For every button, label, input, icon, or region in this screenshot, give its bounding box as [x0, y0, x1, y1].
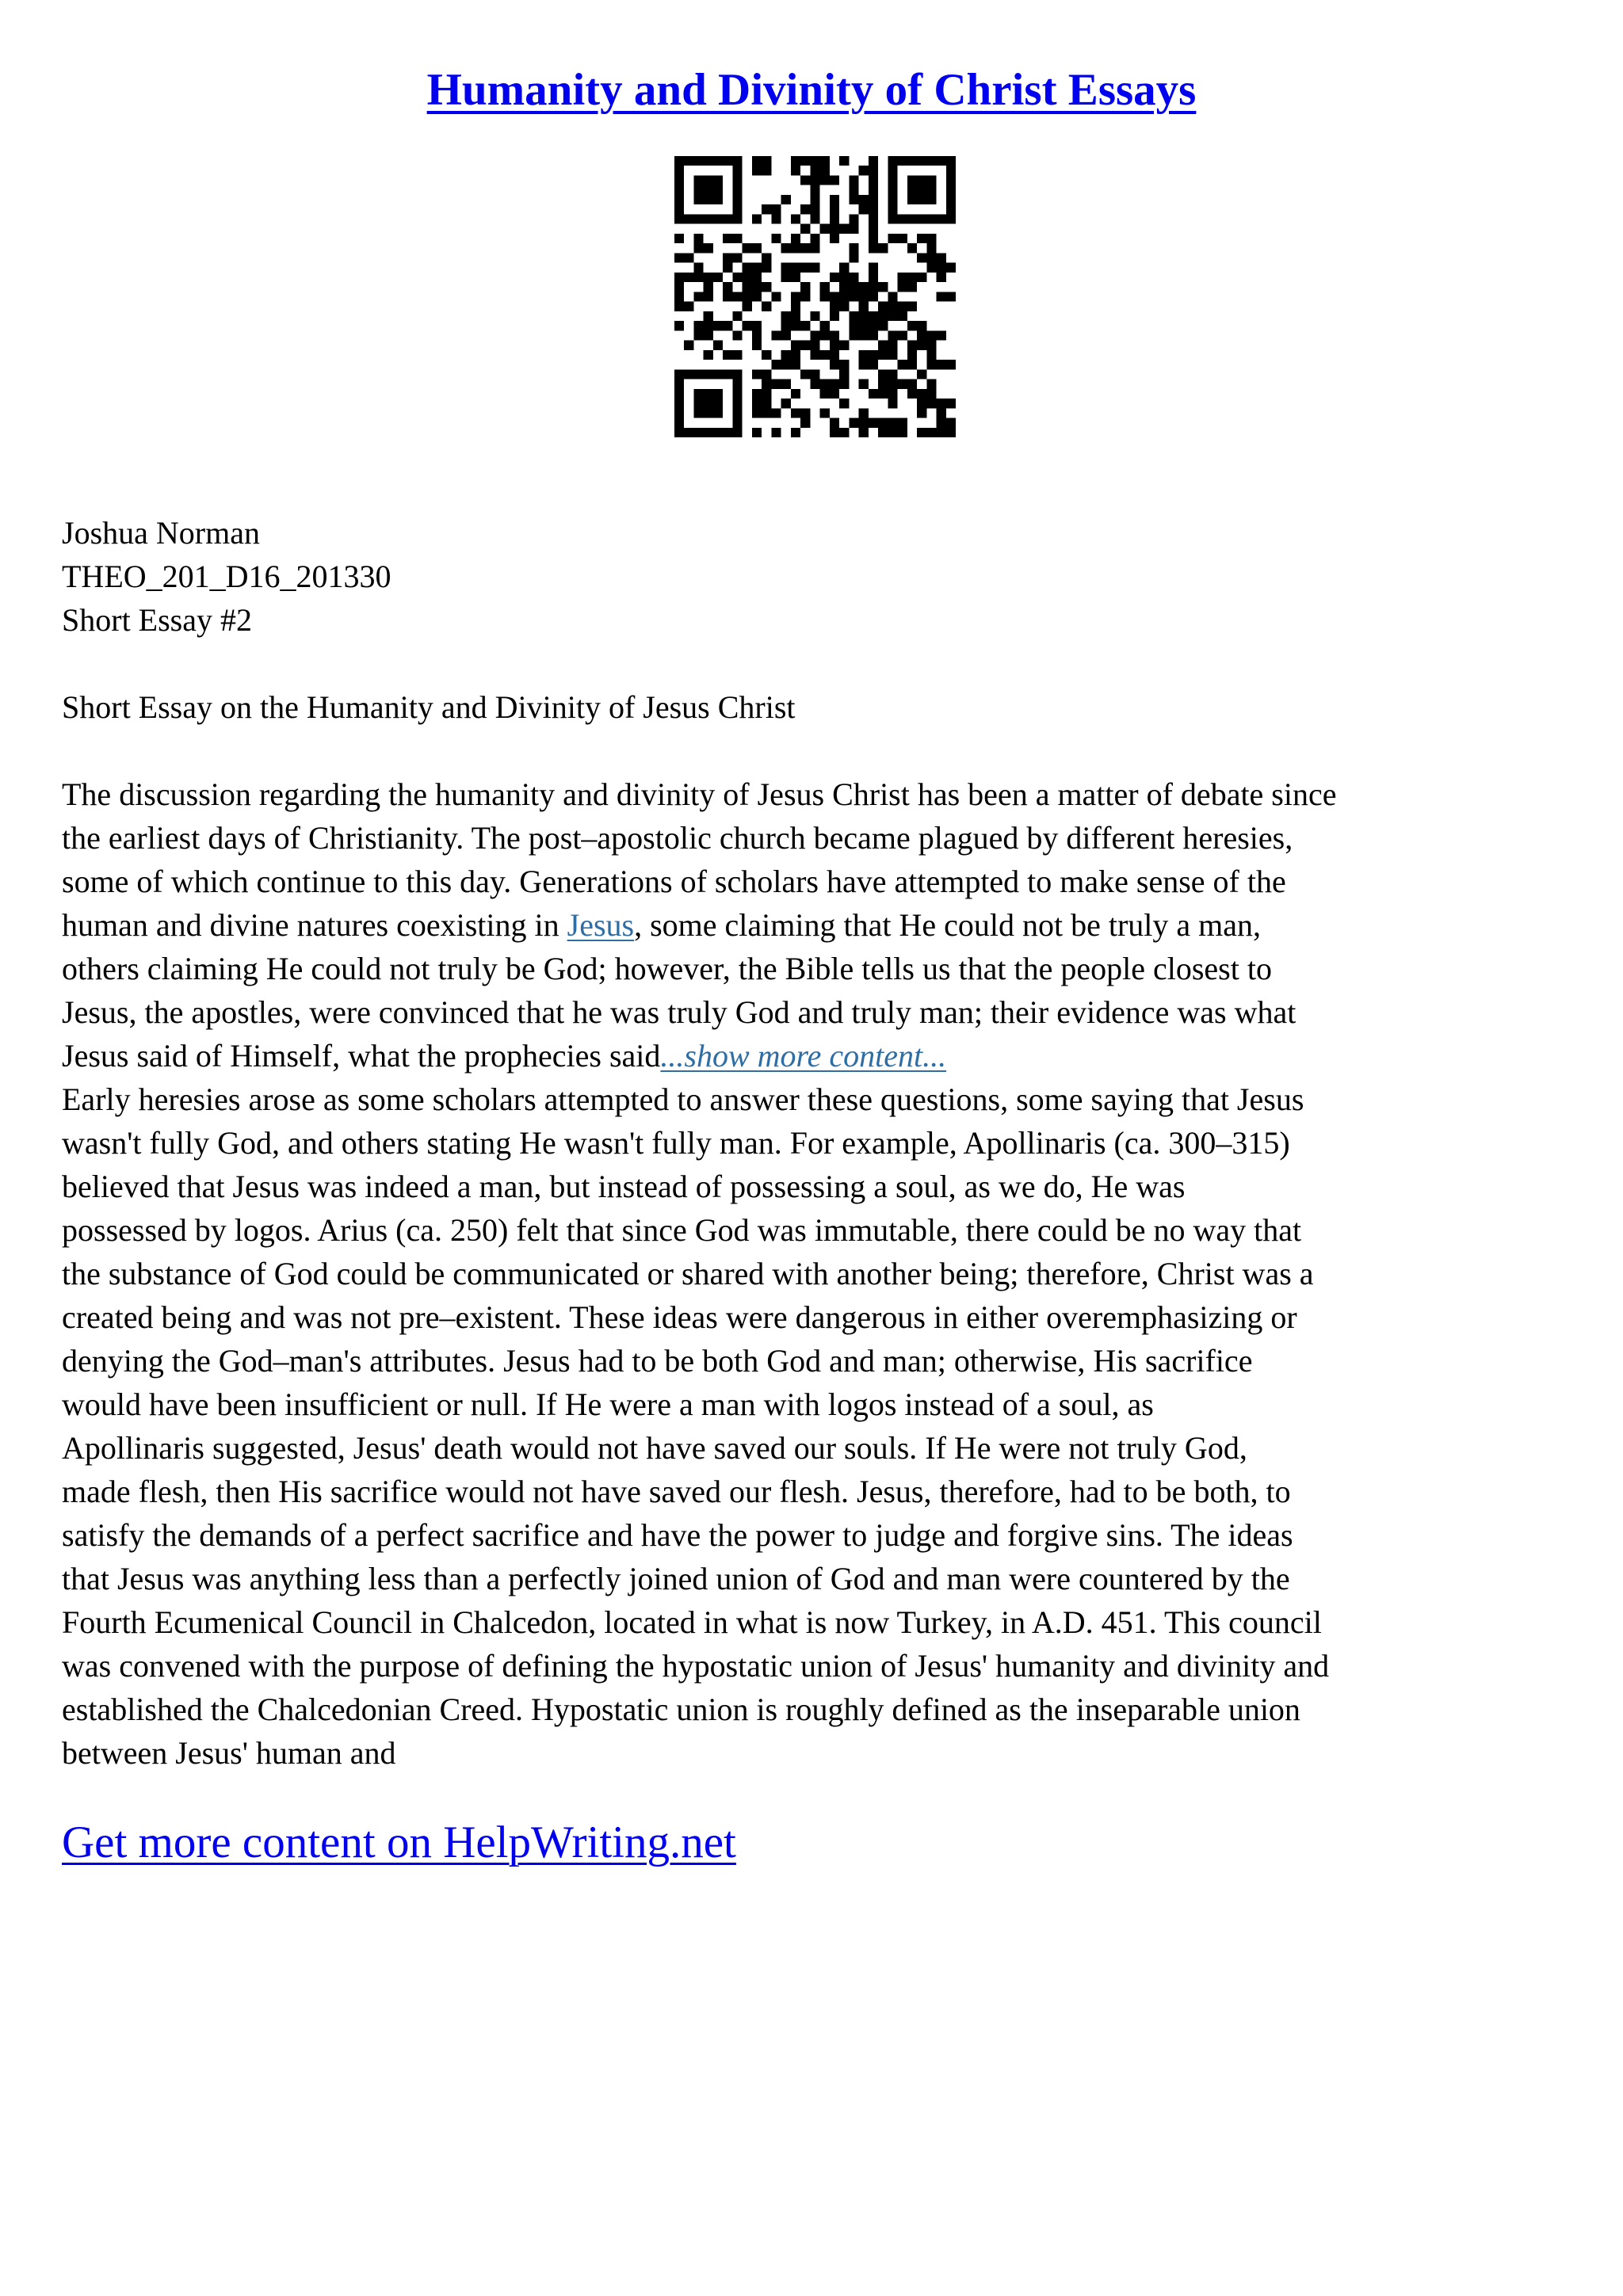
paragraph-line: Jesus, the apostles, were convinced that he was truly God and truly man; their evidence was what	[62, 994, 1296, 1030]
jesus-link[interactable]: Jesus	[567, 907, 635, 943]
paragraph-line	[62, 1034, 1568, 1077]
author-header	[62, 511, 1568, 642]
paragraph-line: Early heresies arose as some scholars attempted to answer these questions, some saying that Jesus	[62, 1081, 1304, 1117]
get-more-content-link[interactable]: Get more content on HelpWriting.net	[62, 1817, 736, 1867]
paragraph-line: the substance of God could be communicated or shared with another being; therefore, Christ was a	[62, 1256, 1314, 1291]
qr-code-icon	[674, 156, 956, 437]
paragraph-line: believed that Jesus was indeed a man, but instead of possessing a soul, as we do, He was	[62, 1169, 1186, 1204]
paragraph-line: wasn't fully God, and others stating He wasn't fully man. For example, Apollinaris (ca. 300–315)	[62, 1125, 1290, 1161]
paragraph-text: Jesus said of Himself, what the prophecies said	[62, 1038, 661, 1074]
subtitle-text: Short Essay on the Humanity and Divinity of Jesus Christ	[62, 689, 796, 725]
paragraph-line: between Jesus' human and	[62, 1735, 396, 1771]
paragraph-line: denying the God–man's attributes. Jesus had to be both God and man; otherwise, His sacrifice	[62, 1343, 1253, 1379]
essay-number: Short Essay #2	[62, 602, 252, 638]
paragraph-line: Apollinaris suggested, Jesus' death would not have saved our souls. If He were not truly God,	[62, 1430, 1247, 1466]
paragraph-text: human and divine natures coexisting in	[62, 907, 567, 943]
paragraph-line: The discussion regarding the humanity and divinity of Jesus Christ has been a matter of debate since	[62, 776, 1337, 812]
paragraph-line: satisfy the demands of a perfect sacrifice and have the power to judge and forgive sins. The ideas	[62, 1517, 1293, 1553]
paragraph-line: would have been insufficient or null. If He were a man with logos instead of a soul, as	[62, 1386, 1154, 1422]
paragraph-line: the earliest days of Christianity. The post–apostolic church became plagued by different heresies,	[62, 820, 1293, 856]
paragraph-line: some of which continue to this day. Generations of scholars have attempted to make sense of the	[62, 864, 1286, 899]
paragraph-line: established the Chalcedonian Creed. Hypostatic union is roughly defined as the inseparable union	[62, 1691, 1300, 1727]
show-more-link[interactable]: ...show more content...	[660, 1038, 947, 1074]
paragraph-line: made flesh, then His sacrifice would not have saved our flesh. Jesus, therefore, had to be both, to	[62, 1474, 1291, 1509]
essay-subtitle	[62, 685, 1568, 729]
paragraph-line: created being and was not pre–existent. These ideas were dangerous in either overemphasizing or	[62, 1299, 1297, 1335]
paragraph-line: others claiming He could not truly be God; however, the Bible tells us that the people closest to	[62, 951, 1272, 986]
essay-body	[62, 772, 1568, 1775]
footer	[62, 1814, 736, 1871]
document-title-link[interactable]: Humanity and Divinity of Christ Essays	[426, 65, 1197, 115]
paragraph-line: possessed by logos. Arius (ca. 250) felt that since God was immutable, there could be no way that	[62, 1212, 1302, 1248]
paragraph-line: that Jesus was anything less than a perfectly joined union of God and man were countered by the	[62, 1561, 1290, 1596]
title-container	[0, 62, 1623, 119]
author-name: Joshua Norman	[62, 515, 260, 551]
course-code: THEO_201_D16_201330	[62, 559, 391, 594]
paragraph-line	[62, 903, 1568, 947]
paragraph-line: was convened with the purpose of defining the hypostatic union of Jesus' humanity and divinity and	[62, 1648, 1330, 1684]
paragraph-text: , some claiming that He could not be truly a man,	[634, 907, 1262, 943]
paragraph-line: Fourth Ecumenical Council in Chalcedon, located in what is now Turkey, in A.D. 451. This council	[62, 1604, 1322, 1640]
